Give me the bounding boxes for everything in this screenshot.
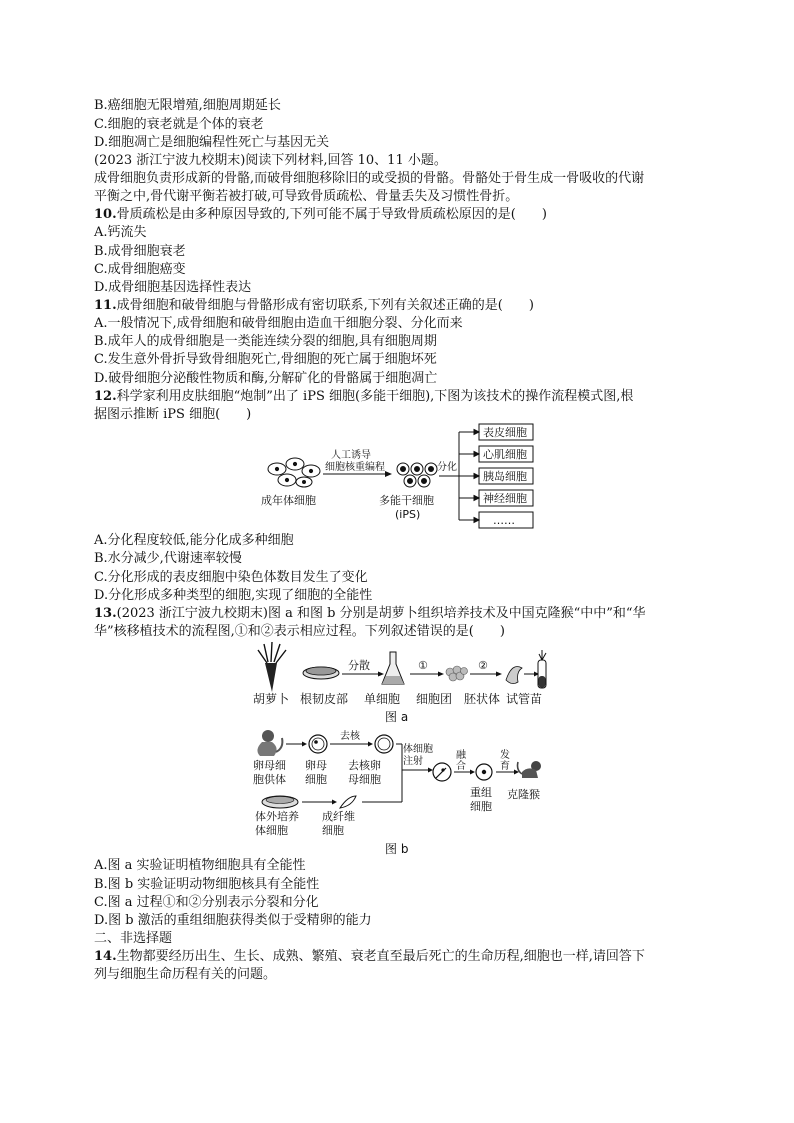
adult-cells-icon	[268, 458, 320, 487]
fuse-label-2: 合	[456, 761, 466, 772]
inject-label-1: 体细胞	[403, 744, 433, 755]
flask-icon	[382, 652, 404, 684]
output-neuron: 神经细胞	[483, 492, 527, 505]
arrow-step1-head	[438, 672, 444, 677]
embryoid-icon	[506, 667, 522, 684]
q11-option-d: D.破骨细胞分泌酸性物质和酶,分解矿化的骨骼属于细胞凋亡	[94, 371, 438, 386]
label-enucleated-2: 母细胞	[348, 773, 381, 786]
q13-stem-2: 华”核移植技术的流程图,①和②表示相应过程。下列叙述错误的是( )	[94, 624, 505, 639]
q10-stem	[94, 206, 547, 224]
inject-label-2: 注射	[403, 756, 423, 767]
label-recombinant	[470, 786, 492, 814]
q12-option-d: D.分化形成多种类型的细胞,实现了细胞的全能性	[94, 588, 373, 603]
test-tube-icon	[538, 650, 546, 688]
q13-stem-text-1: (2023 浙江宁波九校期末)图 a 和图 b 分别是胡萝卜组织培养技术及中国克隆猴“中中”和“华	[116, 606, 646, 621]
q9-option-b: B.癌细胞无限增殖,细胞周期延长	[94, 98, 281, 113]
reprogram-arrow-head	[385, 471, 392, 477]
q13-option-a: A.图 a 实验证明植物细胞具有全能性	[94, 858, 306, 873]
q13-stem-1	[94, 605, 646, 623]
label-carrot: 胡萝卜	[253, 692, 290, 706]
output-islet-cell: 胰岛细胞	[483, 470, 527, 483]
q10-option-b: B.成骨细胞衰老	[94, 244, 186, 259]
passage-text-2: 平衡之中,骨代谢平衡若被打破,可导致骨质疏松、骨量丢失及习惯性骨折。	[94, 189, 519, 204]
arrow-top-label: 人工诱导	[331, 450, 371, 461]
figure-b-caption: 图 b	[385, 842, 409, 856]
q12-option-a: A.分化程度较低,能分化成多种细胞	[94, 533, 294, 548]
q10-option-d: D.成骨细胞基因选择性表达	[94, 280, 252, 295]
injection-cell-icon	[433, 763, 451, 781]
figure-a-caption: 图 a	[385, 710, 409, 724]
label-phloem: 根韧皮部	[300, 692, 349, 706]
q14-stem-text-1: 生物都要经历出生、生长、成熟、繁殖、衰老直至最后死亡的生命历程,细胞也一样,请回答下	[116, 949, 645, 964]
output-arrows	[459, 430, 479, 523]
develop-label-2: 育	[500, 761, 510, 772]
q11-option-c: C.发生意外骨折导致骨细胞死亡,骨细胞的死亡属于细胞坏死	[94, 352, 437, 367]
q11-number: 11.	[94, 298, 117, 313]
arrow-disperse-head	[378, 672, 384, 677]
label-culture-2: 体细胞	[255, 824, 288, 837]
fuse-label-1: 融	[456, 750, 466, 761]
arrow-culture-fibro-head	[332, 800, 337, 805]
oocyte-icon	[309, 735, 327, 753]
label-oocyte	[305, 759, 327, 787]
recombinant-cell-icon	[476, 764, 492, 780]
differentiate-label: 分化	[437, 462, 457, 473]
label-oocyte-2: 细胞	[305, 773, 327, 786]
arrow-bottom-label: 细胞核重编程	[325, 462, 385, 473]
q12-option-b: B.水分减少,代谢速率较慢	[94, 551, 242, 566]
q12-option-c: C.分化形成的表皮细胞中染色体数目发生了变化	[94, 570, 368, 585]
label-clone-monkey: 克隆猴	[507, 788, 540, 801]
q10-option-c: C.成骨细胞癌变	[94, 262, 186, 277]
label-cell-cluster: 细胞团	[416, 692, 453, 706]
q12-stem-1	[94, 388, 633, 406]
step2-label: ②	[478, 659, 488, 672]
label-fibroblast-1: 成纤维	[322, 810, 355, 823]
disperse-label: 分散	[348, 659, 370, 672]
q12-number: 12.	[94, 389, 117, 404]
arrow-inject-head	[428, 768, 433, 773]
label-culture	[255, 810, 299, 838]
q9-option-d: D.细胞凋亡是细胞编程性死亡与基因无关	[94, 135, 330, 150]
q12-stem-text-1: 科学家利用皮肤细胞“炮制”出了 iPS 细胞(多能干细胞),下图为该技术的操作流程模式图,根	[116, 389, 634, 404]
q11-stem	[94, 297, 534, 315]
step1-label: ①	[418, 659, 428, 672]
label-recombinant-2: 细胞	[470, 800, 492, 813]
q11-stem-text: 成骨细胞和破骨细胞与骨骼形成有密切联系,下列有关叙述正确的是( )	[116, 298, 534, 313]
arrow-step2-head	[496, 672, 502, 677]
clone-monkey-icon	[518, 761, 542, 778]
label-embryoid: 胚状体	[464, 692, 501, 706]
cell-cluster-icon	[446, 666, 468, 681]
enucleated-oocyte-icon	[375, 735, 393, 753]
output-etc: ……	[493, 514, 515, 527]
q10-number: 10.	[94, 207, 117, 222]
q13-option-c: C.图 a 过程①和②分别表示分裂和分化	[94, 895, 319, 910]
label-enucleated	[348, 759, 381, 787]
label-donor	[253, 759, 286, 787]
output-cardiac-cell: 心肌细胞	[483, 448, 527, 461]
ips-abbr-label: (iPS)	[395, 508, 421, 521]
arrow-donor-oocyte-head	[302, 742, 307, 747]
fibroblast-icon	[340, 796, 356, 808]
petri-dish-icon	[303, 667, 339, 679]
culture-dish-icon	[262, 796, 298, 808]
label-culture-1: 体外培养	[255, 810, 299, 823]
q10-option-a: A.钙流失	[94, 225, 147, 240]
label-oocyte-1: 卵母	[305, 759, 327, 772]
q14-number: 14.	[94, 949, 117, 964]
q12-stem-2: 据图示推断 iPS 细胞( )	[94, 407, 252, 422]
q13-option-b: B.图 b 实验证明动物细胞核具有全能性	[94, 877, 320, 892]
arrow-enucleate-head	[368, 742, 373, 747]
adult-cell-label: 成年体细胞	[261, 494, 316, 507]
monkey-donor-icon	[257, 730, 282, 756]
q11-option-a: A.一般情况下,成骨细胞和破骨细胞由造血干细胞分裂、分化而来	[94, 316, 463, 331]
carrot-icon	[258, 642, 286, 692]
develop-label-1: 发	[500, 750, 510, 761]
q14-stem-1	[94, 948, 645, 966]
q13-number: 13.	[94, 606, 117, 621]
label-donor-1: 卵母细	[253, 759, 286, 772]
label-donor-2: 胞供体	[253, 773, 286, 786]
q13-option-d: D.图 b 激活的重组细胞获得类似于受精卵的能力	[94, 913, 372, 928]
enucleate-label: 去核	[340, 731, 360, 742]
arrow-fuse-head	[470, 770, 475, 775]
label-enucleated-1: 去核卵	[348, 759, 381, 772]
section-heading: 二、非选择题	[94, 931, 173, 946]
output-epidermal-cell: 表皮细胞	[483, 426, 527, 439]
q11-option-b: B.成年人的成骨细胞是一类能连续分裂的细胞,具有细胞周期	[94, 334, 437, 349]
ips-diagram	[255, 422, 545, 532]
label-fibroblast-2: 细胞	[322, 824, 344, 837]
label-single-cell: 单细胞	[364, 692, 401, 706]
passage-text-1: 成骨细胞负责形成新的骨骼,而破骨细胞移除旧的或受损的骨骼。骨骼处于骨生成一骨吸收的代谢	[94, 171, 645, 186]
label-recombinant-1: 重组	[470, 786, 492, 799]
q14-stem-2: 列与细胞生命历程有关的问题。	[94, 967, 277, 982]
label-plantlet: 试管苗	[506, 692, 543, 706]
passage-intro: (2023 浙江宁波九校期末)阅读下列材料,回答 10、11 小题。	[94, 153, 447, 168]
q9-option-c: C.细胞的衰老就是个体的衰老	[94, 117, 264, 132]
ips-cells-icon	[397, 463, 437, 487]
label-fibroblast	[322, 810, 355, 838]
ips-label: 多能干细胞	[379, 494, 434, 507]
q10-stem-text: 骨质疏松是由多种原因导致的,下列可能不属于导致骨质疏松原因的是( )	[116, 207, 547, 222]
